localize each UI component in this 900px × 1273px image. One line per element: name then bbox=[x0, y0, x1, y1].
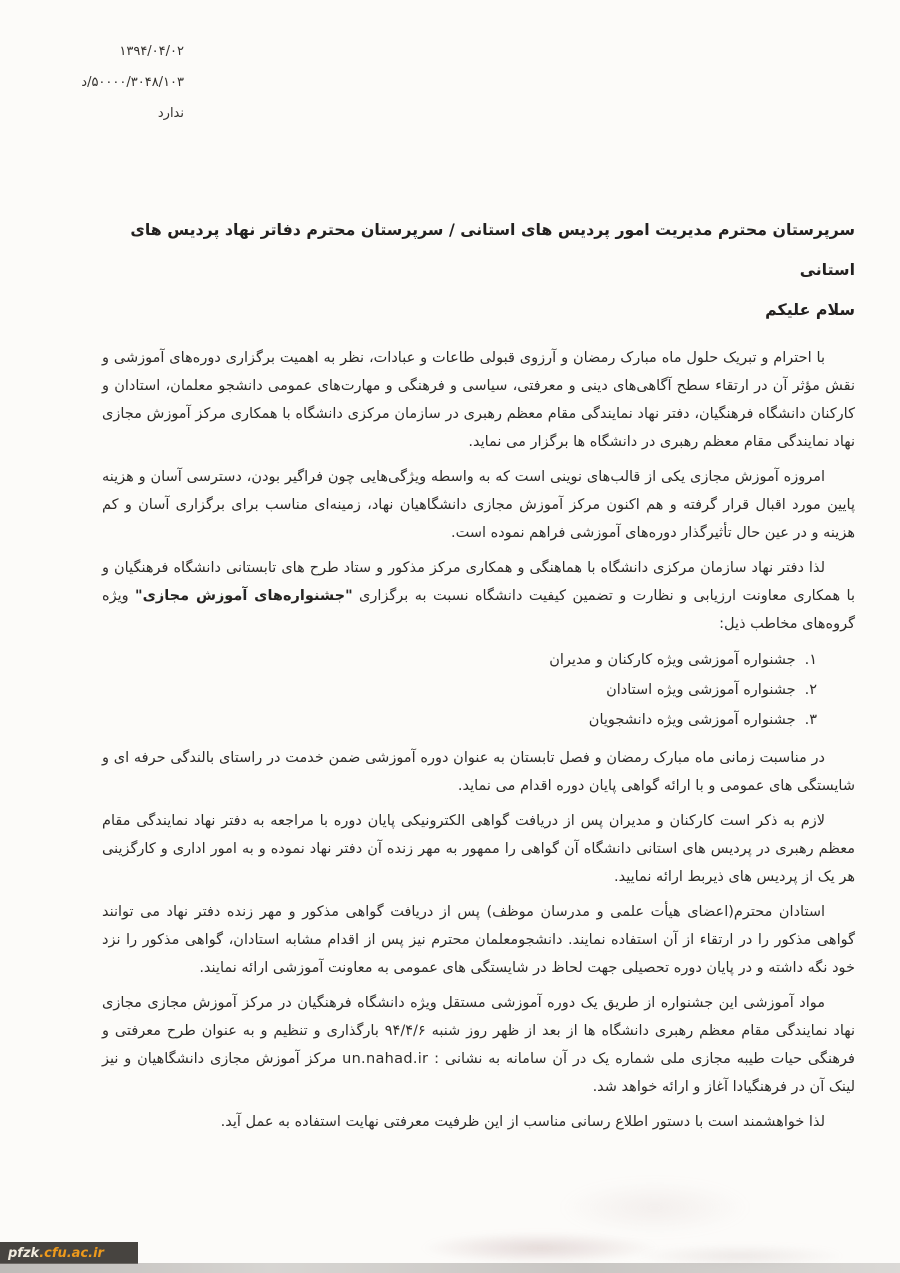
watermark-site-prefix: pfzk bbox=[8, 1245, 40, 1261]
letter-date bbox=[60, 36, 184, 67]
paragraph-course-materials bbox=[102, 989, 855, 1101]
paragraph-intro: با احترام و تبریک حلول ماه مبارک رمضان و آرزوی قبولی طاعات و عبادات، نظر به اهمیت برگزاری دوره‌های آموزشی و نقش مؤثر آن در ارتقاء سطح آگاهی‌های دینی و معرفتی، سیاسی و فرهنگی و مهارت‌های عمومی دانشجو معلمان، استادان و کارکنان دانشگاه فرهنگیان، دفتر نهاد نمایندگی مقام معظم رهبری در سازمان مرکزی دانشگاه با همکاری مرکز آموزش مجازی نهاد نمایندگی مقام معظم رهبری در دانشگاه ها برگزار می نماید. bbox=[102, 350, 855, 450]
letter-body bbox=[102, 210, 855, 1143]
letter-date-value: ۱۳۹۴/۰۴/۰۲ bbox=[119, 44, 184, 59]
letter-ref-number-value: د/۵۰۰۰۰/۳۰۴۸/۱۰۳ bbox=[81, 75, 184, 90]
list-item-text: جشنواره آموزشی ویژه استادان bbox=[606, 682, 796, 698]
paragraph-staff-certificate: لازم به ذکر است کارکنان و مدیران پس از دریافت گواهی الکترونیکی پایان دوره با مراجعه به دفتر نهاد نمایندگی مقام معظم رهبری در پردیس های استانی دانشگاه آن گواهی را ممهور به مهر زنده آن دفتر نهاد نموده و به امور اداری و کارگزینی هر یک از پردیس های ذیربط ارائه نمایید. bbox=[102, 813, 855, 885]
site-watermark bbox=[0, 1242, 138, 1264]
course-materials-post: مرکز آموزش مجازی دانشگاهیان و نیز لینک آن در فرهنگیادا آغاز و ارائه خواهد شد. bbox=[102, 1051, 855, 1095]
salutation: سلام علیکم bbox=[765, 300, 855, 319]
watermark-site-suffix: .cfu.ac.ir bbox=[39, 1245, 104, 1261]
paragraph-occasion: در مناسبت زمانی ماه مبارک رمضان و فصل تابستان به عنوان دوره آموزشی ضمن خدمت در راستای بالندگی حرفه ای و شایستگی های عمومی و با ارائه گواهی پایان دوره اقدام می نماید. bbox=[102, 750, 855, 794]
festival-list bbox=[102, 645, 855, 735]
paragraph-festival-announcement bbox=[102, 554, 855, 638]
festival-title-bold: "جشنواره‌های آموزش مجازی" bbox=[135, 588, 353, 604]
list-item-number: ۱. bbox=[804, 652, 817, 668]
list-item-text: جشنواره آموزشی ویژه کارکنان و مدیران bbox=[549, 652, 796, 668]
list-item-number: ۲. bbox=[804, 682, 817, 698]
paragraph-virtual-education: امروزه آموزش مجازی یکی از قالب‌های نوینی است که به واسطه ویژگی‌هایی چون فراگیر بودن، دسترسی آسان و هزینه پایین مورد اقبال قرار گرفته و هم اکنون مرکز آموزش مجازی دانشگاهیان نهاد، زمینه‌ای مناسب برای برگزاری آسان و کم هزینه و در عین حال تأثیرگذار دوره‌های آموزشی فراهم نموده است. bbox=[102, 469, 855, 541]
scan-smudge bbox=[420, 1232, 660, 1264]
scan-edge-band bbox=[0, 1263, 900, 1273]
course-materials-pre: مواد آموزشی این جشنواره از طریق یک دوره آموزشی مستقل ویژه دانشگاه فرهنگیان در مرکز آموزش مجازی مجازی نهاد نمایندگی مقام معظم رهبری دانشگاه ها از بعد از ظهر روز شنبه ۹۴/۴/۶ بارگذاری و تنظیم و به عنوان طرح معرفتی و فرهنگی حیات طیبه مجازی ملی شماره یک در آن سامانه به نشانی : bbox=[102, 995, 855, 1067]
list-item-number: ۳. bbox=[804, 712, 817, 728]
nahad-url: un.nahad.ir bbox=[342, 1051, 429, 1067]
festival-announcement-post: ویژه گروه‌های مخاطب ذیل: bbox=[102, 588, 855, 632]
festival-list-item bbox=[102, 675, 817, 705]
list-item-text: جشنواره آموزشی ویژه دانشجویان bbox=[588, 712, 796, 728]
letter-meta-block bbox=[60, 36, 184, 129]
festival-list-item bbox=[102, 705, 817, 735]
letter-ref-number bbox=[60, 67, 184, 98]
letter-heading bbox=[102, 210, 855, 330]
scan-smudge bbox=[560, 1180, 750, 1235]
paragraph-closing: لذا خواهشمند است با دستور اطلاع رسانی مناسب از این ظرفیت معرفتی نهایت استفاده به عمل آید. bbox=[220, 1114, 825, 1130]
attachment-status: ندارد bbox=[157, 106, 184, 121]
recipient-line: سرپرستان محترم مدیریت امور پردیس های استانی / سرپرستان محترم دفاتر نهاد پردیس های استانی bbox=[130, 220, 855, 279]
paragraph-professors-certificate: استادان محترم(اعضای هیأت علمی و مدرسان موظف) پس از دریافت گواهی مذکور و مهر زنده دفتر نهاد می توانند گواهی مذکور را در ارتقاء از آن استفاده نمایند. دانشجومعلمان محترم نیز پس از اقدام مشابه استادان، گواهی مذکور را نزد خود نگه داشته و در پایان دوره تحصیلی جهت لحاظ در شایستگی های عمومی به معاونت آموزشی ارائه نمایند. bbox=[102, 904, 855, 976]
festival-list-item bbox=[102, 645, 817, 675]
festival-announcement-pre: لذا دفتر نهاد سازمان مرکزی دانشگاه با هماهنگی و همکاری مرکز مذکور و ستاد طرح های تابستانی دانشگاه فرهنگیان و با همکاری معاونت ارزیابی و نظارت و تضمین کیفیت دانشگاه نسبت به برگزاری bbox=[102, 560, 855, 604]
